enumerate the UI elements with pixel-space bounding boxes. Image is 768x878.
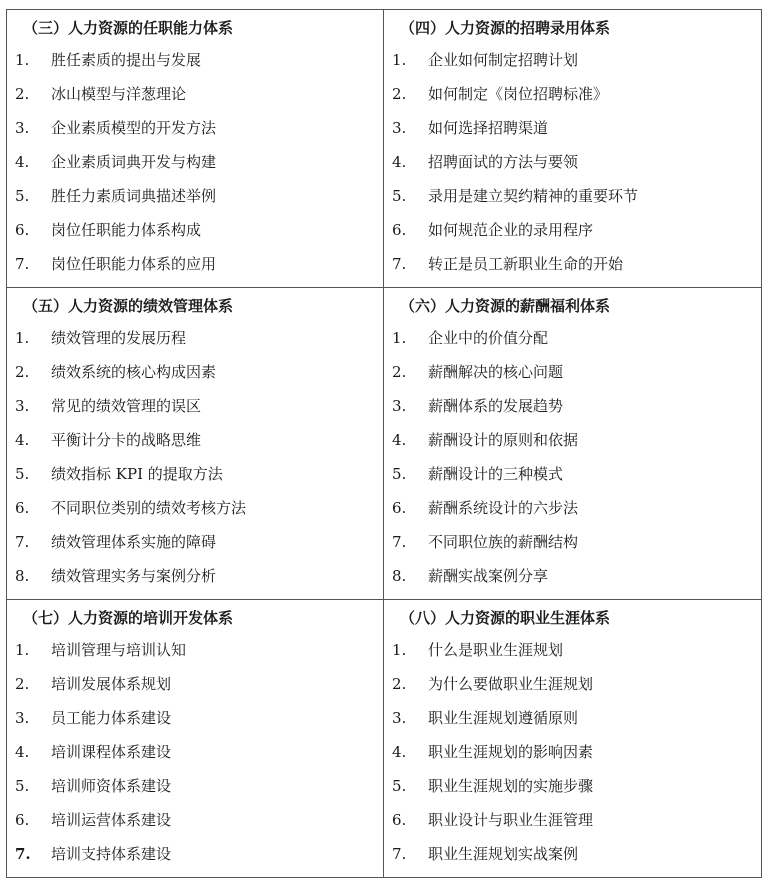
- section-title: （六）人力资源的薪酬福利体系: [400, 297, 611, 315]
- list-item: [7, 83, 383, 117]
- item-number: 4.: [15, 743, 30, 761]
- list-item: [384, 639, 761, 673]
- section-title: （五）人力资源的绩效管理体系: [23, 297, 234, 315]
- item-number: 7.: [15, 533, 30, 551]
- item-text: 常见的绩效管理的误区: [51, 397, 202, 415]
- list-item: [384, 707, 761, 741]
- item-number: 7.: [15, 255, 30, 273]
- item-number: 6.: [15, 221, 30, 239]
- item-text: 如何规范企业的录用程序: [428, 221, 594, 239]
- item-text: 薪酬系统设计的六步法: [428, 499, 579, 517]
- item-number: 2.: [15, 675, 30, 693]
- list-item: [384, 83, 761, 117]
- item-number: 7.: [392, 255, 407, 273]
- list-item: [384, 809, 761, 843]
- section-cell-3: [7, 10, 384, 288]
- list-item: [384, 497, 761, 531]
- section-cell-8: [384, 600, 762, 878]
- item-text: 企业中的价值分配: [428, 329, 549, 347]
- item-number: 1.: [392, 51, 407, 69]
- item-text: 薪酬实战案例分享: [428, 567, 549, 585]
- item-number: 4.: [15, 431, 30, 449]
- table-row: [7, 10, 762, 288]
- list-item: [7, 395, 383, 429]
- item-text: 岗位任职能力体系的应用: [51, 255, 217, 273]
- item-number: 1.: [15, 51, 30, 69]
- item-text: 职业生涯规划遵循原则: [428, 709, 579, 727]
- item-text: 职业生涯规划实战案例: [428, 845, 579, 863]
- curriculum-table: [6, 9, 762, 878]
- section-title: （八）人力资源的职业生涯体系: [400, 609, 611, 627]
- list-item: [384, 253, 761, 287]
- list-item: [7, 253, 383, 287]
- item-number: 1.: [15, 641, 30, 659]
- item-number: 2.: [392, 675, 407, 693]
- item-number: 1.: [15, 329, 30, 347]
- item-number: 8.: [392, 567, 407, 585]
- item-text: 企业素质模型的开发方法: [51, 119, 217, 137]
- item-text: 招聘面试的方法与要领: [428, 153, 579, 171]
- list-item: [384, 49, 761, 83]
- item-text: 如何制定《岗位招聘标准》: [428, 85, 609, 103]
- list-item: [384, 565, 761, 599]
- table-row: [7, 288, 762, 600]
- list-item: [7, 707, 383, 741]
- list-item: [7, 327, 383, 361]
- item-number: 2.: [15, 363, 30, 381]
- section-cell-7: [7, 600, 384, 878]
- item-number: 6.: [392, 221, 407, 239]
- section-cell-5: [7, 288, 384, 600]
- item-number: 6.: [15, 811, 30, 829]
- list-item: [384, 775, 761, 809]
- list-item: [7, 219, 383, 253]
- item-text: 胜任素质的提出与发展: [51, 51, 202, 69]
- item-number: 7.: [392, 845, 407, 863]
- item-text: 为什么要做职业生涯规划: [428, 675, 594, 693]
- item-number: 3.: [15, 397, 30, 415]
- item-text: 企业如何制定招聘计划: [428, 51, 579, 69]
- item-number: 6.: [392, 811, 407, 829]
- item-number: 5.: [392, 777, 407, 795]
- item-number: 5.: [15, 465, 30, 483]
- list-item: [7, 463, 383, 497]
- list-item: [7, 741, 383, 775]
- table-row: [7, 600, 762, 878]
- item-number: 1.: [392, 641, 407, 659]
- item-number: 3.: [392, 709, 407, 727]
- item-text: 什么是职业生涯规划: [428, 641, 564, 659]
- list-item: [384, 327, 761, 361]
- item-text: 绩效指标 KPI 的提取方法: [51, 465, 223, 483]
- item-text: 薪酬解决的核心问题: [428, 363, 564, 381]
- item-number: 5.: [392, 187, 407, 205]
- item-number: 7.: [15, 845, 31, 863]
- item-text: 职业生涯规划的影响因素: [428, 743, 594, 761]
- item-text: 不同职位族的薪酬结构: [428, 533, 579, 551]
- item-number: 5.: [15, 187, 30, 205]
- list-item: [7, 639, 383, 673]
- item-number: 3.: [392, 119, 407, 137]
- list-item: [7, 117, 383, 151]
- item-text: 绩效系统的核心构成因素: [51, 363, 217, 381]
- item-text: 胜任力素质词典描述举例: [51, 187, 217, 205]
- list-item: [384, 463, 761, 497]
- item-text: 转正是员工新职业生命的开始: [428, 255, 624, 273]
- item-number: 6.: [15, 499, 30, 517]
- list-item: [384, 843, 761, 877]
- list-item: [384, 361, 761, 395]
- item-text: 冰山模型与洋葱理论: [51, 85, 187, 103]
- list-item: [7, 809, 383, 843]
- section-title: （四）人力资源的招聘录用体系: [400, 19, 611, 37]
- list-item: [384, 429, 761, 463]
- item-text: 培训支持体系建设: [51, 845, 172, 863]
- item-number: 2.: [15, 85, 30, 103]
- item-text: 企业素质词典开发与构建: [51, 153, 217, 171]
- list-item: [384, 741, 761, 775]
- list-item: [7, 565, 383, 599]
- item-number: 8.: [15, 567, 30, 585]
- item-text: 薪酬设计的原则和依据: [428, 431, 579, 449]
- curriculum-page: [6, 9, 761, 878]
- item-number: 4.: [15, 153, 30, 171]
- item-number: 5.: [15, 777, 30, 795]
- item-text: 不同职位类别的绩效考核方法: [51, 499, 247, 517]
- list-item: [384, 219, 761, 253]
- list-item: [384, 395, 761, 429]
- list-item: [7, 673, 383, 707]
- list-item: [7, 775, 383, 809]
- item-number: 4.: [392, 153, 407, 171]
- item-number: 7.: [392, 533, 407, 551]
- item-number: 2.: [392, 363, 407, 381]
- item-number: 6.: [392, 499, 407, 517]
- item-text: 培训运营体系建设: [51, 811, 172, 829]
- item-text: 培训管理与培训认知: [51, 641, 187, 659]
- item-text: 薪酬设计的三种模式: [428, 465, 564, 483]
- item-text: 职业生涯规划的实施步骤: [428, 777, 594, 795]
- item-text: 培训师资体系建设: [51, 777, 172, 795]
- item-text: 培训课程体系建设: [51, 743, 172, 761]
- list-item: [7, 151, 383, 185]
- list-item: [384, 673, 761, 707]
- item-number: 2.: [392, 85, 407, 103]
- item-number: 3.: [15, 119, 30, 137]
- item-number: 1.: [392, 329, 407, 347]
- list-item: [7, 361, 383, 395]
- item-number: 4.: [392, 743, 407, 761]
- item-text: 培训发展体系规划: [51, 675, 172, 693]
- item-number: 5.: [392, 465, 407, 483]
- item-number: 3.: [392, 397, 407, 415]
- list-item: [7, 49, 383, 83]
- list-item: [7, 429, 383, 463]
- section-cell-6: [384, 288, 762, 600]
- item-text: 平衡计分卡的战略思维: [51, 431, 202, 449]
- item-text: 录用是建立契约精神的重要环节: [428, 187, 639, 205]
- section-title: （三）人力资源的任职能力体系: [23, 19, 234, 37]
- list-item: [7, 185, 383, 219]
- item-text: 岗位任职能力体系构成: [51, 221, 202, 239]
- item-text: 如何选择招聘渠道: [428, 119, 549, 137]
- item-text: 绩效管理的发展历程: [51, 329, 187, 347]
- item-text: 薪酬体系的发展趋势: [428, 397, 564, 415]
- item-text: 绩效管理体系实施的障碍: [51, 533, 217, 551]
- item-number: 3.: [15, 709, 30, 727]
- list-item: [384, 117, 761, 151]
- list-item: [384, 185, 761, 219]
- item-text: 绩效管理实务与案例分析: [51, 567, 217, 585]
- item-text: 员工能力体系建设: [51, 709, 172, 727]
- list-item: [7, 497, 383, 531]
- list-item: [384, 151, 761, 185]
- list-item: [7, 843, 383, 877]
- list-item: [7, 531, 383, 565]
- item-number: 4.: [392, 431, 407, 449]
- list-item: [384, 531, 761, 565]
- section-title: （七）人力资源的培训开发体系: [23, 609, 234, 627]
- item-text: 职业设计与职业生涯管理: [428, 811, 594, 829]
- section-cell-4: [384, 10, 762, 288]
